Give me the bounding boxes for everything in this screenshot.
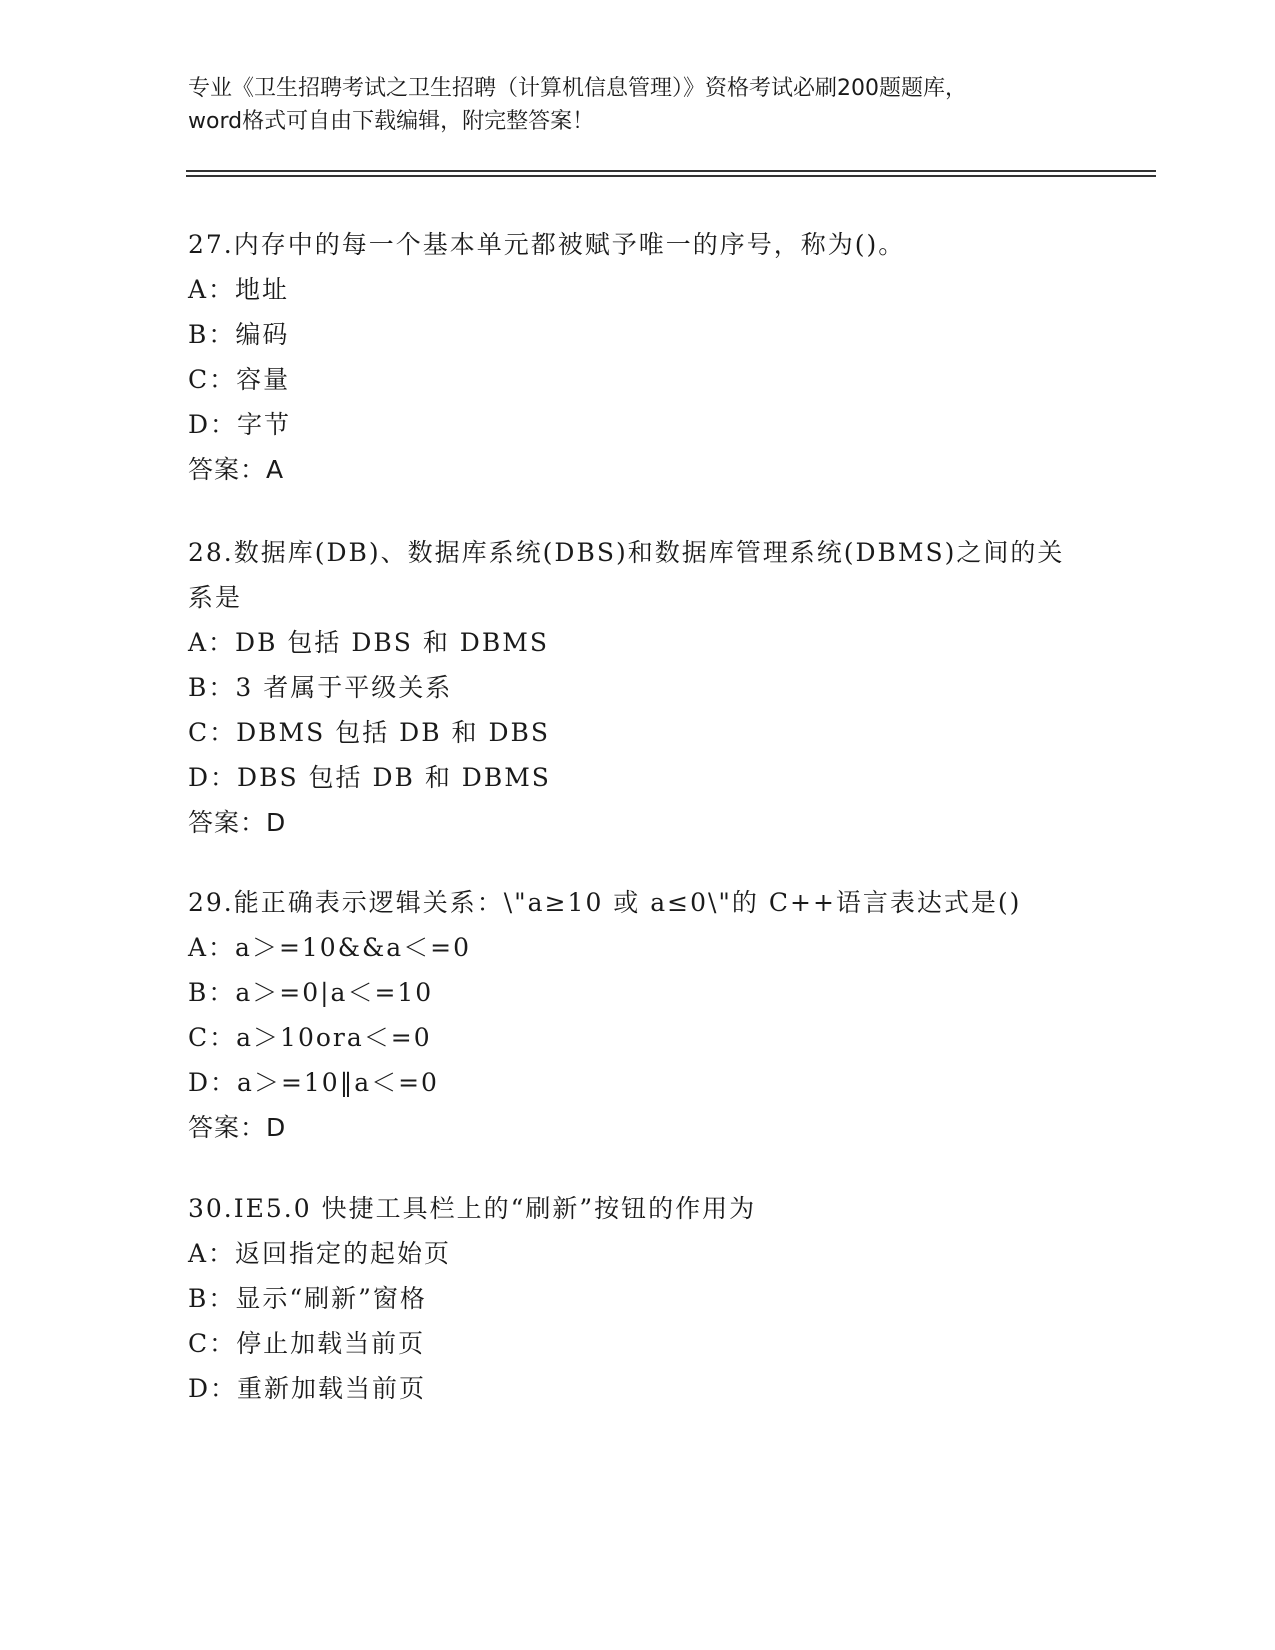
question-28 <box>188 530 1088 845</box>
question-30 <box>188 1186 1088 1411</box>
answer: 答案：D <box>188 808 287 837</box>
header-line-1: 专业《卫生招聘考试之卫生招聘（计算机信息管理）》资格考试必刷200题题库， <box>188 76 967 101</box>
option-b: B：编码 <box>188 320 290 349</box>
option-c: C：停止加载当前页 <box>188 1329 426 1358</box>
option-a: A：返回指定的起始页 <box>188 1239 452 1268</box>
option-a: A：地址 <box>188 275 290 304</box>
option-a: A：DB 包括 DBS 和 DBMS <box>188 628 549 657</box>
answer: 答案：A <box>188 455 285 484</box>
question-stem: 27.内存中的每一个基本单元都被赋予唯一的序号，称为()。 <box>188 230 906 259</box>
document-header <box>188 72 1088 138</box>
question-29 <box>188 880 1088 1150</box>
option-c: C：a＞10ora＜=0 <box>188 1023 432 1052</box>
header-line-2: word格式可自由下载编辑，附完整答案！ <box>188 109 595 134</box>
option-d: D：重新加载当前页 <box>188 1374 427 1403</box>
question-stem: 28.数据库(DB)、数据库系统(DBS)和数据库管理系统(DBMS)之间的关 <box>188 538 1065 567</box>
question-stem: 29.能正确表示逻辑关系：\"a≥10 或 a≤0\"的 C++语言表达式是() <box>188 888 1022 917</box>
option-c: C：容量 <box>188 365 291 394</box>
question-stem-continued: 系是 <box>188 583 243 612</box>
option-c: C：DBMS 包括 DB 和 DBS <box>188 718 551 747</box>
question-27 <box>188 222 1088 492</box>
question-stem: 30.IE5.0 快捷工具栏上的“刷新”按钮的作用为 <box>188 1194 757 1223</box>
option-a: A：a＞=10&&a＜=0 <box>188 933 471 962</box>
option-b: B：a＞=0|a＜=10 <box>188 978 434 1007</box>
option-d: D：DBS 包括 DB 和 DBMS <box>188 763 551 792</box>
option-b: B：3 者属于平级关系 <box>188 673 453 702</box>
header-rule-bottom <box>186 175 1156 177</box>
option-d: D：字节 <box>188 410 292 439</box>
header-rule-top <box>186 170 1156 172</box>
option-d: D：a＞=10‖a＜=0 <box>188 1068 439 1097</box>
option-b: B：显示“刷新”窗格 <box>188 1284 427 1313</box>
answer: 答案：D <box>188 1113 287 1142</box>
